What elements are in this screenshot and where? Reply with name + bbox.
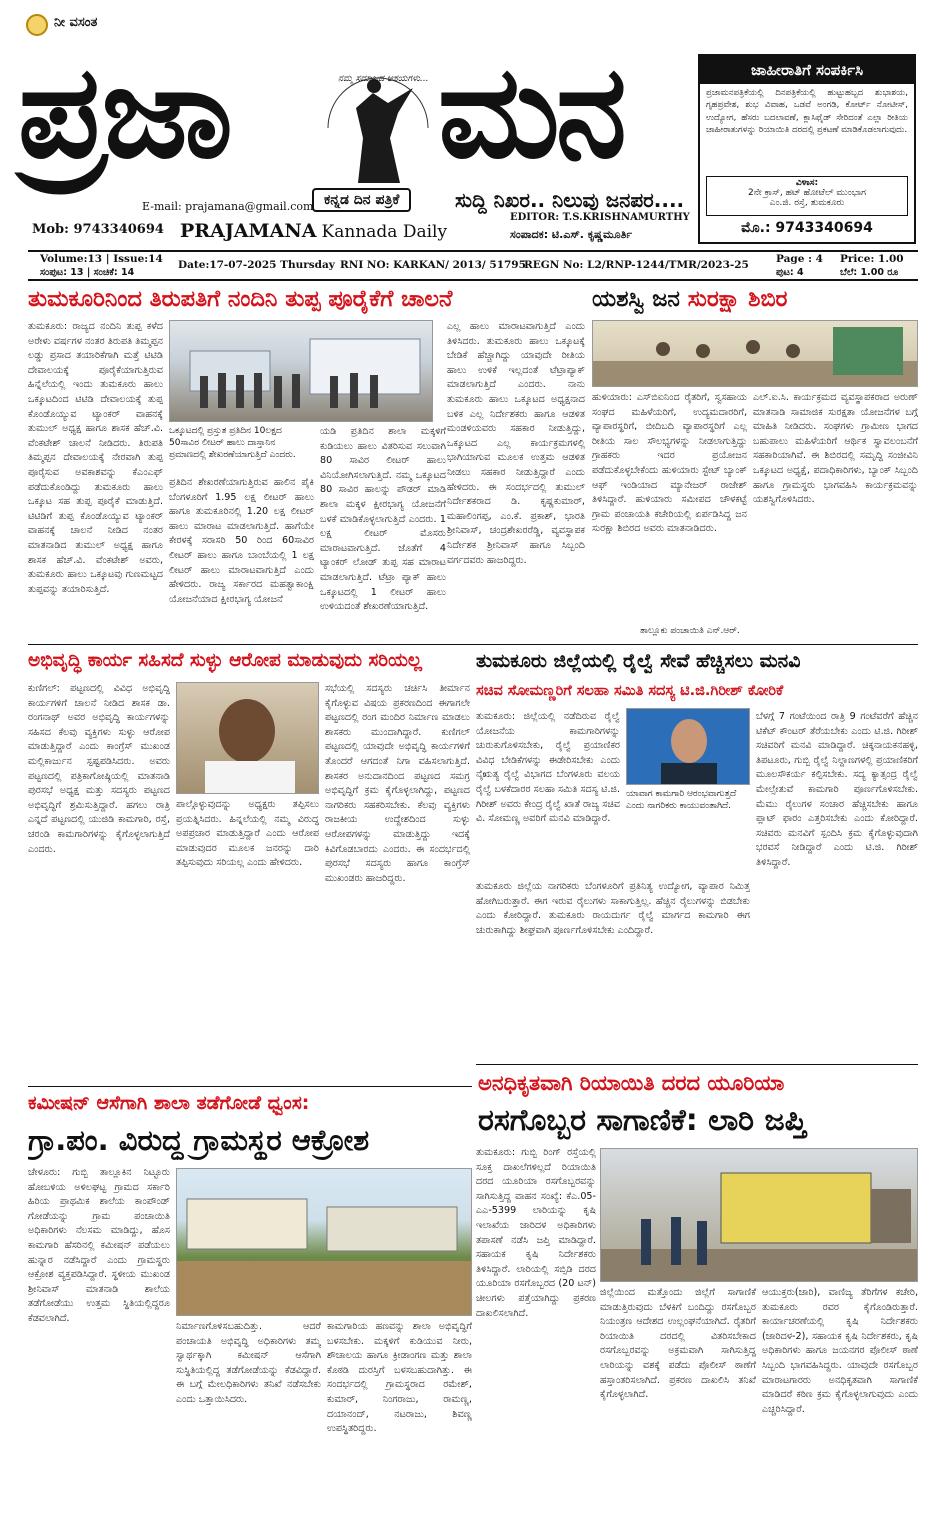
story2-photo xyxy=(592,320,918,387)
story1-col2: ಪ್ರತಿದಿನ ಶೇಖರಣೆಯಾಗುತ್ತಿರುವ ಹಾಲಿನ ಪೈಕಿ ಬೆಂಗಳೂರಿಗೆ 1.95 ಲಕ್ಷ ಲೀಟರ್ ಹಾಲು ಹಾಗೂ ತುಮಕೂರಿನಲ್ಲಿ 1.20 ಲಕ್ಷ ಲೀಟರ್ ಹಾಲು ಮಾರಾಟ ಮಾಡಲಾಗುತ್ತಿದೆ. ಹಾಗೆಯೇ ಕೇರಳಕ್ಕೆ ಸರಾಸರಿ 50 ರಿಂದ 60ಸಾವಿರ ಲೀಟರ್ ಹಾಲು ಹಾಗೂ ಬಾಂಬೆಯಲ್ಲಿ 1 ಲಕ್ಷ ಲೀಟರ್ ಹಾಲು ಮಾರಾಟವಾಗುತ್ತಿದೆ ಎಂದು ಹೇಳಿದರು. ರಾಜ್ಯ ಸರ್ಕಾರದ ಮಹತ್ವಾಕಾಂಕ್ಷಿ ಯೋಜನೆಯಾದ ಕ್ಷೀರಭಾಗ್ಯ ಯೋಜನೆ xyxy=(169,477,314,605)
school-building-photo-icon xyxy=(177,1169,472,1316)
story1-photo-caption: ಒಕ್ಕೂಟದಲ್ಲಿ ಪ್ರಸ್ತುತ ಪ್ರತಿದಿನ 10ಲಕ್ಷದ 50ಸಾವಿರ ಲೀಟರ್ ಹಾಲು ದಾಸ್ತಾನಿನ ಪ್ರಮಾಣದಲ್ಲಿ ಶೇಖರಣೆಯಾಗುತ್ತಿದೆ ಎಂದರು. xyxy=(169,426,296,460)
ad-box-address-label: ವಿಳಾಸ: xyxy=(795,178,819,188)
ad-box-address-line1: 2ನೇ ಕ್ರಾಸ್, ಹಟ್ ಹೋಟೆಲ್ ಮುಂಭಾಗ xyxy=(748,188,866,198)
masthead-email: E-mail: prajamana@gmail.com xyxy=(142,200,314,213)
story4-col2: ಬೆಳಗ್ಗೆ 7 ಗಂಟೆಯಿಂದ ರಾತ್ರಿ 9 ಗಂಟೆವರೆಗೆ ಹೆಚ್ಚಿನ ಟಿಕೆಟ್ ಕೌಂಟರ್ ತೆರೆಯಬೇಕು ಎಂದು ಟಿ.ಜಿ. ಗಿರೀಶ್ ಸಚಿವರಿಗೆ ಮನವಿ ಮಾಡಿದ್ದಾರೆ. ಚಿಕ್ಕನಾಯಕನಹಳ್ಳಿ, ತಿಪಟೂರು, ಗುಬ್ಬಿ ರೈಲ್ವೆ ನಿಲ್ದಾಣಗಳಲ್ಲಿ ಪ್ರಯಾಣಿಕರಿಗೆ ಮೂಲಸೌಕರ್ಯ ಕಲ್ಪಿಸಬೇಕು. ಸದ್ಯ ಕ್ಯಾತ್ಸಂದ್ರ ರೈಲ್ವೆ ಮೇಲ್ಸೇತುವೆ ಕಾಮಗಾರಿ ಪೂರ್ಣಗೊಳಿಸಬೇಕು. ಮೆಮು ರೈಲುಗಳ ಸಂಚಾರ ಹೆಚ್ಚಿಸಬೇಕು ಹಾಗೂ ಪ್ಲಾಟ್ ಫಾರಂ ಎತ್ತರಿಸಬೇಕು ಎಂದು ಕೋರಿದ್ದಾರೆ. ಸಚಿವರು ಮನವಿಗೆ ಸ್ಪಂದಿಸಿ ಕ್ರಮ ಕೈಗೊಳ್ಳುವುದಾಗಿ ಭರವಸೆ ನೀಡಿದ್ದಾರೆ ಎಂದು ಟಿ.ಜಿ. ಗಿರೀಶ್ ತಿಳಿಸಿದ್ದಾರೆ. xyxy=(756,711,918,868)
info-bar-bottom-rule xyxy=(28,279,918,281)
info-date: Date:17-07-2025 Thursday xyxy=(178,259,335,271)
info-page-kn: ಪುಟ: 4 xyxy=(776,267,804,278)
story1-col1: ತುಮಕೂರು: ರಾಜ್ಯದ ನಂದಿನಿ ತುಪ್ಪ ಕಳೆದ ಅರೇಳು ವರ್ಷಗಳ ನಂತರ ತಿರುಪತಿ ತಿಮ್ಮಪ್ಪನ ಲಡ್ಡು ಪ್ರಸಾದ ತಯಾರಿಕೆಗಾಗಿ ಮತ್ತೆ ಟಿಟಿಡಿ ದೇವಾಲಯಕ್ಕೆ ಪೂರೈಕೆಯಾಗುತ್ತಿರುವ ಹಿನ್ನೆಲೆಯಲ್ಲಿ ಇಂದು ತುಮಕೂರು ಹಾಲು ಒಕ್ಕೂಟದಿಂದ ಟಿಟಿಡಿ ದೇವಾಲಯಕ್ಕೆ ತುಪ್ಪ ಕೊಂಡೊಯ್ಯುವ ಟ್ಯಾಂಕರ್ ವಾಹನಕ್ಕೆ ತುಮುಲ್ ಅಧ್ಯಕ್ಷ ಹಾಗೂ ಶಾಸಕ ಹೆಚ್.ವಿ. ವೆಂಕಟೇಶ್ ಚಾಲನೆ ನೀಡಿದರು. ತಿರುಪತಿ ತಿಮ್ಮಪ್ಪನ ದೇವಾಲಯಕ್ಕೆ ನೇರವಾಗಿ ತುಪ್ಪ ಪೂರೈಸುವ ಅವಕಾಶವನ್ನು ಕೆಎಂಎಫ್ ಪಡೆದುಕೊಂಡಿದ್ದು ತುಮಕೂರು ಹಾಲು ಒಕ್ಕೂಟ ಸಹ ತುಪ್ಪ ಪೂರೈಕೆ ಮಾಡುತ್ತಿದೆ. ಟಿಟಿಡಿಗೆ ತುಪ್ಪ ಕೊಂಡೊಯ್ಯುವ ಟ್ಯಾಂಕರ್ ವಾಹನಕ್ಕೆ ಚಾಲನೆ ನೀಡಿದ ನಂತರ ಮಾತನಾಡಿದ ತುಮುಲ್ ಅಧ್ಯಕ್ಷ ಹಾಗೂ ಶಾಸಕ ಹೆಚ್.ವಿ. ವೆಂಕಟೇಶ್ ಅವರು, ತುಮಕೂರು ಹಾಲು ಒಕ್ಕೂಟವು ಗುಣಮಟ್ಟದ ತುಪ್ಪವನ್ನು ತಯಾರಿಸುತ್ತಿದೆ. xyxy=(28,321,163,595)
info-regn: REGN No: L2/RNP-1244/TMR/2023-25 xyxy=(524,259,749,271)
info-rni: RNI NO: KARKAN/ 2013/ 51795 xyxy=(340,259,526,271)
masthead-tagline: ಸುದ್ದಿ ನಿಖರ.. ನಿಲುವು ಜನಪರ.... xyxy=(455,188,685,212)
story4-headline1: ತುಮಕೂರು ಜಿಲ್ಲೆಯಲ್ಲಿ ರೈಲ್ವೆ ಸೇವೆ ಹೆಚ್ಚಿಸಲು ಮನವಿ xyxy=(476,650,801,672)
masthead-english-name-main: PRAJAMANA xyxy=(180,220,317,242)
story6-headline2: ರಸಗೊಬ್ಬರ ಸಾಗಾಣಿಕೆ: ಲಾರಿ ಜಪ್ತಿ xyxy=(478,1103,807,1138)
info-page-en: Page : 4 xyxy=(776,253,823,265)
story5-photo xyxy=(176,1168,472,1316)
ad-box-body: ಪ್ರಜಾಮನಪತ್ರಿಕೆಯಲ್ಲಿ ದಿನಪತ್ರಿಕೆಯಲ್ಲಿ ಹುಟ್ಟುಹಬ್ಬದ ಶುಭಾಶಯ, ಗೃಹಪ್ರವೇಶ, ಶುಭ ವಿವಾಹ, ಒಡವೆ ಅಂಗಡಿ, ಕೋರ್ಟ್ ನೋಟೀಸ್, ಉದ್ಯೋಗ, ಹೆಸರು ಬದಲಾವಣೆ, ಕ್ಲಾಸಿಫೈಡ್ ಸೇರಿದಂತೆ ಎಲ್ಲಾ ರೀತಿಯ ಜಾಹೀರಾತುಗಳನ್ನು ರಿಯಾಯಿತಿ ದರದಲ್ಲಿ ಪ್ರಕಟಣೆ ಮಾಡಿಕೊಡಲಾಗುವುದು. xyxy=(706,88,908,136)
story6-col1: ತುಮಕೂರು: ಗುಬ್ಬಿ ರಿಂಗ್ ರಸ್ತೆಯಲ್ಲಿ ಸೂಕ್ತ ದಾಖಲೆಗಳಿಲ್ಲದೆ ರಿಯಾಯಿತಿ ದರದ ಯೂರಿಯಾ ರಸಗೊಬ್ಬರವನ್ನು ಸಾಗಿಸುತ್ತಿದ್ದ ವಾಹನ ಸಂಖ್ಯೆ: ಕೆಎ.05-ಎಎ-5399 ಲಾರಿಯನ್ನು ಕೃಷಿ ಇಲಾಖೆಯ ಜಾರಿದಳ ಅಧಿಕಾರಿಗಳು ತಪಾಸಣೆ ನಡೆಸಿ ಜಪ್ತಿ ಮಾಡಿದ್ದಾರೆ. ಸಹಾಯಕ ಕೃಷಿ ನಿರ್ದೇಶಕರು ತಿಳಿಸಿದ್ದಾರೆ. ಲಾರಿಯಲ್ಲಿ ಸಬ್ಸಿಡಿ ದರದ ಯೂರಿಯಾ ರಸಗೊಬ್ಬರದ (20 ಟನ್) ಚೀಲಗಳು ಪತ್ತೆಯಾಗಿದ್ದು ಪ್ರಕರಣ ದಾಖಲಿಸಲಾಗಿದೆ. xyxy=(476,1147,596,1319)
info-price-kn: ಬೆಲೆ: 1.00 ರೂ xyxy=(840,267,899,278)
ad-box-address xyxy=(706,176,908,216)
separator-row2-right xyxy=(476,1064,918,1065)
ad-box-phone: ಮೊ.: 9743340694 xyxy=(741,220,873,236)
masthead-title xyxy=(18,28,688,198)
masthead-title-part1: ಪ್ರಜಾ xyxy=(18,38,229,187)
anniversary-label: ನೀ ವಸಂತ xyxy=(54,15,98,30)
camp-photo-icon xyxy=(593,321,918,387)
story5-col2: ನಿರ್ಮಾಣಗೊಳಿಸಬಹುದಿತ್ತು. ಆದರೆ ಪಂಚಾಯತಿ ಅಭಿವೃದ್ಧಿ ಅಧಿಕಾರಿಗಳು ತಮ್ಮ ಸ್ವಾರ್ಥಕ್ಕಾಗಿ ಕಮೀಷನ್ ಆಸೆಗಾಗಿ ಸುಸ್ಥಿತಿಯಲ್ಲಿದ್ದ ತಡೆಗೋಡೆಯನ್ನು ಕೆಡವಿದ್ದಾರೆ. ಈ ಬಗ್ಗೆ ಮೇಲಧಿಕಾರಿಗಳು ತನಿಖೆ ನಡೆಸಬೇಕು ಎಂದು ಒತ್ತಾಯಿಸಿದರು. xyxy=(176,1321,321,1405)
info-price-en: Price: 1.00 xyxy=(840,253,904,265)
story5-headline1: ಕಮೀಷನ್ ಆಸೆಗಾಗಿ ಶಾಲಾ ತಡೆಗೋಡೆ ಧ್ವಂಸ: xyxy=(28,1092,310,1114)
story6-col3: ಆಯುಕ್ತರು(ಜಾರಿ), ವಾಣಿಜ್ಯ ತೆರಿಗೆಗಳ ಕಚೇರಿ, ತುಮಕೂರು ರವರ ಕೈಗೊಂಡಿರುತ್ತಾರೆ. ಕಾರ್ಯಾಚರಣೆಯಲ್ಲಿ ಕೃಷಿ ನಿರ್ದೇಶಕರು (ಜಾರಿದಳ-2), ಸಹಾಯಕ ಕೃಷಿ ನಿರ್ದೇಶಕರು, ಕೃಷಿ ಅಧಿಕಾರಿಗಳು ಹಾಗೂ ಜಯನಗರ ಪೊಲೀಸ್ ಠಾಣೆ ಸಿಬ್ಬಂದಿ ಭಾಗವಹಿಸಿದ್ದರು. ಯಾವುದೇ ರಸಗೊಬ್ಬರ ಮಾರಾಟಗಾರರು ಅನಧಿಕೃತವಾಗಿ ಸಾಗಾಣಿಕೆ ಮಾಡಿದರೆ ಕಠಿಣ ಕ್ರಮ ಕೈಗೊಳ್ಳಲಾಗುವುದು ಎಂದು ಎಚ್ಚರಿಸಿದ್ದಾರೆ. xyxy=(762,1287,918,1415)
masthead-editor-kn: ಸಂಪಾದಕ: ಟಿ.ಎಸ್. ಕೃಷ್ಣಮೂರ್ತಿ xyxy=(510,228,633,241)
masthead-title-part2: ಮನ xyxy=(438,38,623,187)
seized-lorry-photo-icon xyxy=(601,1149,918,1282)
info-volume-en: Volume:13 | Issue:14 xyxy=(40,253,163,265)
story1-col3: ಯಡಿ ಪ್ರತಿದಿನ ಶಾಲಾ ಮಕ್ಕಳಿಗೆ ಕುಡಿಯಲು ಹಾಲು ವಿತರಿಸುವ ಸಲುವಾಗಿ 80 ಸಾವಿರ ಲೀಟರ್ ಹಾಲು ವಿನಿಯೋಗಿಸಲಾಗುತ್ತಿದೆ. ನಮ್ಮ ಒಕ್ಕೂಟದ 80 ಸಾವಿರ ಹಾಲನ್ನು ಪೌಡರ್ ಮಾಡಿ ಶಾಲಾ ಮಕ್ಕಳ ಕ್ಷೀರಭಾಗ್ಯ ಯೋಜನೆಗೆ ಬಳಕೆ ಮಾಡಿಕೊಳ್ಳಲಾಗುತ್ತಿದೆ ಎಂದರು. 1 ಲಕ್ಷ ಲೀಟರ್ ಮೊಸರು ಮಾರಾಟವಾಗುತ್ತಿದೆ. ಜೊತೆಗೆ 4 ಟ್ಯಾಂಕರ್ ಲೋಡ್ ತುಪ್ಪ ಸಹ ಮಾರಾಟ ಮಾಡಲಾಗುತ್ತಿದೆ. ಟೆಟ್ರಾ ಪ್ಯಾಕ್ ಹಾಲು ಒಕ್ಕೂಟದಲ್ಲಿ 1 ಲೀಟರ್ ಹಾಲು ಉಳಿಯದಂತೆ ಶೇಖರಣೆಯಾಗುತ್ತಿದೆ. xyxy=(320,426,446,613)
story4-col1: ತುಮಕೂರು: ಜಿಲ್ಲೆಯಲ್ಲಿ ನಡೆದಿರುವ ರೈಲ್ವೆ ಯೋಜನೆಯ ಕಾಮಗಾರಿಗಳನ್ನು ಚುರುಕುಗೊಳಿಸಬೇಕು, ರೈಲ್ವೆ ಪ್ರಯಾಣಿಕರ ವಿವಿಧ ಬೇಡಿಕೆಗಳನ್ನು ಈಡೇರಿಸಬೇಕು ಎಂದು ನೈಋತ್ಯ ರೈಲ್ವೆ ವಿಭಾಗದ ಬೆಂಗಳೂರು ವಲಯ ರೈಲ್ವೆ ಬಳಕೆದಾರರ ಸಲಹಾ ಸಮಿತಿ ಸದಸ್ಯ ಟಿ.ಜಿ. ಗಿರೀಶ್ ಅವರು ಕೇಂದ್ರ ರೈಲ್ವೆ ಖಾತೆ ರಾಜ್ಯ ಸಚಿವ ವಿ. ಸೋಮಣ್ಣ ಅವರಿಗೆ ಮನವಿ ಮಾಡಿದ್ದಾರೆ. xyxy=(476,711,620,825)
ad-box-title: ಜಾಹೀರಾತಿಗೆ ಸಂಪರ್ಕಿಸಿ xyxy=(700,56,914,84)
story2-headline xyxy=(592,284,918,314)
story5-col3: ಕಾಮಗಾರಿಯ ಹಣವನ್ನು ಶಾಲಾ ಅಭಿವೃದ್ಧಿಗೆ ಬಳಸಬೇಕು. ಮಕ್ಕಳಿಗೆ ಕುಡಿಯುವ ನೀರು, ಶೌಚಾಲಯ ಹಾಗೂ ಕ್ರೀಡಾಂಗಣ ಮತ್ತು ಶಾಲಾ ಕೊಠಡಿ ದುರಸ್ತಿಗೆ ಬಳಸಬಹುದಾಗಿತ್ತು. ಈ ಸಂದರ್ಭದಲ್ಲಿ ಗ್ರಾಮಸ್ಥರಾದ ರಮೇಶ್, ಕುಮಾರ್, ನಿಂಗರಾಜು, ರಾಮಣ್ಣ, ದಯಾನಂದ್, ನಟರಾಜು, ಶಿವಣ್ಣ ಉಪಸ್ಥಿತರಿದ್ದರು. xyxy=(327,1321,472,1435)
story2-col1: ಹುಳಿಯಾರು: ಎಸ್‌ಬಿಐನಿಂದ ರೈತರಿಗೆ, ಸ್ವಸಹಾಯ ಸಂಘದ ಮಹಿಳೆಯರಿಗೆ, ಉದ್ಯಮದಾರರಿಗೆ, ವ್ಯಾಪಾರಸ್ಥರಿಗೆ, ಬೀದಿಬದಿ ವ್ಯಾಪಾರಸ್ಥರಿಗೆ ಎಲ್ಲ ರೀತಿಯ ಸಾಲ ಸೌಲಭ್ಯಗಳನ್ನು ನೀಡಲಾಗುತ್ತಿದ್ದು ಗ್ರಾಹಕರು ಇದರ ಪ್ರಯೋಜನ ಪಡೆದುಕೊಳ್ಳಬೇಕೆಂದು ಹುಳಿಯಾರು ಸ್ಟೇಟ್ ಬ್ಯಾಂಕ್ ಆಫ್ ಇಂಡಿಯಾದ ಮ್ಯಾನೇಜರ್ ರಾಜೇಶ್ ತಿಳಿಸಿದ್ದಾರೆ. ಹುಳಿಯಾರು ಸಮೀಪದ ಚೌಳಕಟ್ಟೆ ಗ್ರಾಮ ಪಂಚಾಯತಿ ಕಚೇರಿಯಲ್ಲಿ ಏರ್ಪಡಿಸಿದ್ದ ಜನ ಸುರಕ್ಷಾ ಶಿಬಿರದ ಅವರು ಮಾತನಾಡಿದರು. xyxy=(592,392,747,535)
masthead-badge: ಕನ್ನಡ ದಿನ ಪತ್ರಿಕೆ xyxy=(312,188,411,212)
speaker-portrait-icon xyxy=(177,683,319,794)
story6-photo xyxy=(600,1148,918,1282)
story2-col2: ಎಲ್.ಐ.ಸಿ. ಕಾರ್ಯಕ್ರಮದ ವ್ಯವಸ್ಥಾಪಕರಾದ ಅರುಣ್ ಮಾತನಾಡಿ ಸಾಮಾಜಿಕ ಸುರಕ್ಷತಾ ಯೋಜನೆಗಳ ಬಗ್ಗೆ ಮಾಹಿತಿ ನೀಡಿದರು. ಸಂಘಗಳು ಗ್ರಾಮೀಣ ಭಾಗದ ಬಹುಪಾಲು ಮಹಿಳೆಯರಿಗೆ ಆರ್ಥಿಕ ಸ್ವಾವಲಂಬನೆಗೆ ಸಹಕಾರಿಯಾಗಿವೆ. ಈ ಶಿಬಿರದಲ್ಲಿ ಸಮೃದ್ಧಿ ಸಂಜೀವಿನಿ ಒಕ್ಕೂಟದ ಅಧ್ಯಕ್ಷೆ, ಪದಾಧಿಕಾರಿಗಳು, ಬ್ಯಾಂಕ್ ಸಿಬ್ಬಂದಿ ಹಾಗೂ ಗ್ರಾಮಸ್ಥರು ಭಾಗವಹಿಸಿ ಕಾರ್ಯಕ್ರಮವನ್ನು ಯಶಸ್ವಿಗೊಳಿಸಿದರು. xyxy=(753,392,918,506)
story3-col1: ಕುಣಿಗಲ್: ಪಟ್ಟಣದಲ್ಲಿ ವಿವಿಧ ಅಭಿವೃದ್ಧಿ ಕಾರ್ಯಗಳಿಗೆ ಚಾಲನೆ ನೀಡಿದ ಶಾಸಕ ಡಾ. ರಂಗನಾಥ್ ಅವರ ಅಭಿವೃದ್ಧಿ ಕಾರ್ಯಗಳನ್ನು ಸಹಿಸದ ಕೆಲವು ವ್ಯಕ್ತಿಗಳು ಸುಳ್ಳು ಆರೋಪ ಮಾಡುತ್ತಿದ್ದಾರೆ ಎಂದು ಕಾಂಗ್ರೆಸ್ ಮುಖಂಡ ಮಲ್ಲಿಕಾರ್ಜುನ ಸ್ಪಷ್ಟಪಡಿಸಿದರು. ಅವರು ಪಟ್ಟಣದಲ್ಲಿ ಪತ್ರಿಕಾಗೋಷ್ಠಿಯಲ್ಲಿ ಮಾತನಾಡಿ ಪುರಸಭೆ ಅಧ್ಯಕ್ಷ ಮತ್ತು ಸದಸ್ಯರು ಪಟ್ಟಣದ ಅಭಿವೃದ್ಧಿಗೆ ಶ್ರಮಿಸುತ್ತಿದ್ದಾರೆ. ಹಗಲು ರಾತ್ರಿ ಎನ್ನದೆ ಪಟ್ಟಣದಲ್ಲಿ ಯುಜಿಡಿ ಕಾಮಗಾರಿ, ರಸ್ತೆ, ಚರಂಡಿ ಕಾಮಗಾರಿಗಳನ್ನು ಕೈಗೊಳ್ಳಲಾಗುತ್ತಿದೆ ಎಂದರು. xyxy=(28,683,170,855)
masthead-editor-en: EDITOR: T.S.KRISHNAMURTHY xyxy=(510,212,690,223)
info-page xyxy=(776,253,823,279)
story3-photo-caption: ಪಾಲ್ಗೊಳ್ಳುವುದನ್ನು ಅಧ್ಯಕ್ಷರು ತಪ್ಪಿಸಲು ಪ್ರಯತ್ನಿಸಿದರು. ಹಿನ್ನಲೆಯಲ್ಲಿ ನಮ್ಮ ವಿರುದ್ಧ ಅಪಪ್ರಚಾರ ಮಾಡುತ್ತಿದ್ದಾರೆ ಎಂದು ಆರೋಪ ಮಾಡುವುದರ ಮೂಲಕ ಜನರನ್ನು ದಾರಿ ತಪ್ಪಿಸುವುದು ಸರಿಯಲ್ಲ ಎಂದು ಹೇಳಿದರು. xyxy=(176,799,319,869)
info-volume-kn: ಸಂಪುಟ: 13 | ಸಂಚಿಕೆ: 14 xyxy=(40,267,135,278)
story2-headline-b: ಸುರಕ್ಷಾ ಶಿಬಿರ xyxy=(687,286,788,312)
story6-col2: ಜಿಲ್ಲೆಯಿಂದ ಮತ್ತೊಂದು ಜಿಲ್ಲೆಗೆ ಸಾಗಾಣಿಕೆ ಮಾಡುತ್ತಿರುವುದು ಬೆಳಕಿಗೆ ಬಂದಿದ್ದು ರಸಗೊಬ್ಬರ ನಿಯಂತ್ರಣ ಆದೇಶದ ಉಲ್ಲಂಘನೆಯಾಗಿದೆ. ರೈತರಿಗೆ ರಿಯಾಯಿತಿ ದರದಲ್ಲಿ ವಿತರಿಸಬೇಕಾದ ರಸಗೊಬ್ಬರವನ್ನು ಅಕ್ರಮವಾಗಿ ಸಾಗಿಸುತ್ತಿದ್ದ ಲಾರಿಯನ್ನು ವಶಕ್ಕೆ ಪಡೆದು ಪೊಲೀಸ್ ಠಾಣೆಗೆ ಹಸ್ತಾಂತರಿಸಲಾಗಿದೆ. ಪ್ರಕರಣ ದಾಖಲಿಸಿ ತನಿಖೆ ಕೈಗೊಳ್ಳಲಾಗಿದೆ. xyxy=(600,1287,756,1401)
emblem-sculpture-icon xyxy=(318,68,438,188)
story3-col2: ಸಭೆಯಲ್ಲಿ ಸದಸ್ಯರು ಚರ್ಚಿಸಿ ತೀರ್ಮಾನ ಕೈಗೊಳ್ಳುವ ವಿಷಯ ಪ್ರಕರಣದಿಂದ ಈಗಾಗಲೇ ಪಟ್ಟಣದಲ್ಲಿ ರಂಗ ಮಂದಿರ ನಿರ್ಮಾಣ ಮಾಡಲು ಶಾಸಕರು ಮುಂದಾಗಿದ್ದಾರೆ. ಕುಣಿಗಲ್ ಪಟ್ಟಣದಲ್ಲಿ ಯಾವುದೇ ಅಭಿವೃದ್ಧಿ ಕಾರ್ಯಗಳಿಗೆ ತೊಂದರೆ ಆಗದಂತೆ ನಿಗಾ ವಹಿಸಲಾಗುತ್ತಿದೆ. ಶಾಸಕರ ಅನುದಾನದಿಂದ ಪಟ್ಟಣದ ಸಮಗ್ರ ಅಭಿವೃದ್ಧಿಗೆ ಕ್ರಮ ಕೈಗೊಳ್ಳಲಾಗಿದ್ದು, ಪಟ್ಟಣದ ನಾಗರಿಕರು ಸಹಕರಿಸಬೇಕು. ಕೆಲವು ವ್ಯಕ್ತಿಗಳು ರಾಜಕೀಯ ಉದ್ದೇಶದಿಂದ ಸುಳ್ಳು ಆರೋಪಗಳನ್ನು ಮಾಡುತ್ತಿದ್ದು ಇದಕ್ಕೆ ಕಿವಿಗೊಡಬಾರದು ಎಂದರು. ಈ ಸಂದರ್ಭದಲ್ಲಿ ಪುರಸಭೆ ಸದಸ್ಯರು ಹಾಗೂ ಕಾಂಗ್ರೆಸ್ ಮುಖಂಡರು ಹಾಜರಿದ್ದರು. xyxy=(325,683,470,884)
giriesh-portrait-icon xyxy=(627,709,750,785)
ad-box xyxy=(698,54,916,244)
masthead-english-name xyxy=(180,220,447,242)
story4-col1b: ತುಮಕೂರು ಜಿಲ್ಲೆಯ ನಾಗರಿಕರು ಬೆಂಗಳೂರಿಗೆ ಪ್ರತಿನಿತ್ಯ ಉದ್ಯೋಗ, ವ್ಯಾಪಾರ ನಿಮಿತ್ತ ಹೋಗಿಬರುತ್ತಾರೆ. ಈಗ ಇರುವ ರೈಲುಗಳು ಸಾಕಾಗುತ್ತಿಲ್ಲ. ಹೆಚ್ಚಿನ ರೈಲುಗಳನ್ನು ಬಿಡಬೇಕು ಎಂದು ಕೋರಿದ್ದಾರೆ. ತುಮಕೂರು ರಾಯದುರ್ಗ ರೈಲ್ವೆ ಮಾರ್ಗದ ಕಾಮಗಾರಿ ಈಗ ಚುರುಕಾಗಿದ್ದು ಶೀಘ್ರವಾಗಿ ಪೂರ್ಣಗೊಳಿಸಬೇಕು ಎಂದಿದ್ದಾರೆ. xyxy=(476,881,750,936)
story6-headline1: ಅನಧಿಕೃತವಾಗಿ ರಿಯಾಯಿತಿ ದರದ ಯೂರಿಯಾ xyxy=(478,1071,785,1095)
story1-photo xyxy=(169,320,433,422)
info-bar-top-rule xyxy=(28,250,918,252)
story4-headline2: ಸಚಿವ ಸೋಮಣ್ಣರಿಗೆ ಸಲಹಾ ಸಮಿತಿ ಸದಸ್ಯ ಟಿ.ಜಿ.ಗಿರೀಶ್ ಕೋರಿಕೆ xyxy=(476,683,784,699)
story1-col4: ಎಲ್ಲ ಹಾಲು ಮಾರಾಟವಾಗುತ್ತಿದೆ ಎಂದು ತಿಳಿಸಿದರು. ತುಮಕೂರು ಹಾಲು ಒಕ್ಕೂಟಕ್ಕೆ ಬೇಡಿಕೆ ಹೆಚ್ಚಾಗಿದ್ದು ಯಾವುದೇ ರೀತಿಯ ಹಾಲು ಉಳಿಕೆ ಇಲ್ಲದಂತೆ ಟೆಟ್ರಾಪ್ಯಾಕ್ ಮಾಡಲಾಗುತ್ತಿದೆ ಎಂದರು. ನಾನು ತುಮಕೂರು ಹಾಲು ಒಕ್ಕೂಟದ ಅಧ್ಯಕ್ಷನಾದ ಬಳಿಕ ಎಲ್ಲ ನಿರ್ದೇಶಕರು ಹಾಗೂ ಆಡಳಿತ ಮಂಡಳಿಯವರು ಸಹಕಾರ ನೀಡುತ್ತಿದ್ದು, ಒಕ್ಕೂಟದ ಎಲ್ಲ ಕಾರ್ಯಕ್ರಮಗಳಲ್ಲಿ ಭಾಗಿಯಾಗುವ ಮೂಲಕ ಉತ್ತಮ ಆಡಳಿತ ನೀಡಲು ಸಹಕಾರ ನೀಡುತ್ತಿದ್ದಾರೆ ಎಂದು ಹೇಳಿದರು. ಈ ಸಂದರ್ಭದಲ್ಲಿ ತುಮುಲ್ ನಿರ್ದೇಶಕರಾದ ಡಿ. ಕೃಷ್ಣಕುಮಾರ್, ಮಹಾಲಿಂಗಪ್ಪ, ಎಂ.ಕೆ. ಪ್ರಕಾಶ್, ಭಾರತಿ ಶ್ರೀನಿವಾಸ್, ಚಂದ್ರಶೇಖರರೆಡ್ಡಿ, ವ್ಯವಸ್ಥಾಪಕ ನಿರ್ದೇಶಕ ಶ್ರೀನಿವಾಸ್ ಹಾಗೂ ಸಿಬ್ಬಂದಿ ವರ್ಗದವರು ಹಾಜರಿದ್ದರು. xyxy=(447,321,585,566)
separator-row2-left xyxy=(28,1086,472,1087)
story2-headline-a: ಯಶಸ್ವಿ ಜನ xyxy=(592,286,680,312)
ad-box-address-line2: ಎಂ.ಜಿ. ರಸ್ತೆ, ತುಮಕೂರು xyxy=(769,198,845,208)
story5-col1: ಚೇಳೂರು: ಗುಬ್ಬಿ ತಾಲ್ಲೂಕಿನ ನಿಟ್ಟೂರು ಹೋಬಳಿಯ ಅಳಿಲಘಟ್ಟ ಗ್ರಾಮದ ಸರ್ಕಾರಿ ಹಿರಿಯ ಪ್ರಾಥಮಿಕ ಶಾಲೆಯ ಕಾಂಪೌಂಡ್ ಗೋಡೆಯನ್ನು ಗ್ರಾಮ ಪಂಚಾಯಿತಿ ಅಧಿಕಾರಿಗಳು ನೆಲಸಮ ಮಾಡಿದ್ದು, ಹೊಸ ಕಾಮಗಾರಿ ಹೆಸರಿನಲ್ಲಿ ಕಮೀಷನ್ ಪಡೆಯಲು ಹುನ್ನಾರ ನಡೆಸಿದ್ದಾರೆ ಎಂದು ಗ್ರಾಮಸ್ಥರು ಆಕ್ರೋಶ ವ್ಯಕ್ತಪಡಿಸಿದ್ದಾರೆ. ಸ್ಥಳೀಯ ಮುಖಂಡ ಶ್ರೀನಿವಾಸ್ ಮಾತನಾಡಿ ಶಾಲೆಯ ತಡೆಗೋಡೆಯು ಉತ್ತಮ ಸ್ಥಿತಿಯಲ್ಲಿದ್ದರೂ ಕೆಡವಲಾಗಿದೆ. xyxy=(28,1167,170,1324)
story5-headline2: ಗ್ರಾ.ಪಂ. ವಿರುದ್ಧ ಗ್ರಾಮಸ್ಥರ ಆಕ್ರೋಶ xyxy=(28,1123,370,1157)
story3-headline: ಅಭಿವೃದ್ಧಿ ಕಾರ್ಯ ಸಹಿಸದೆ ಸುಳ್ಳು ಆರೋಪ ಮಾಡುವುದು ಸರಿಯಲ್ಲ xyxy=(28,650,423,671)
separator-row1 xyxy=(28,644,918,645)
masthead-english-name-sub: Kannada Daily xyxy=(321,222,448,242)
story1-headline: ತುಮಕೂರಿನಿಂದ ತಿರುಪತಿಗೆ ನಂದಿನಿ ತುಪ್ಪ ಪೂರೈಕೆಗೆ ಚಾಲನೆ xyxy=(28,286,453,312)
info-price xyxy=(840,253,904,279)
info-volume xyxy=(40,253,163,279)
masthead-mobile: Mob: 9743340694 xyxy=(32,222,164,237)
story4-photo-caption: ಯಾವಾಗ ಕಾಮಗಾರಿ ಆರಂಭವಾಗುತ್ತದೆ ಎಂದು ನಾಗರಿಕರು ಕಾಯುವಂತಾಗಿದೆ. xyxy=(626,789,737,811)
story4-photo xyxy=(626,708,750,785)
tanker-flagoff-photo-icon xyxy=(170,321,433,422)
info-bar xyxy=(28,253,918,279)
story3-photo xyxy=(176,682,319,794)
emblem-arc-text: ನಮ್ಮ ಸಮಾಜದ ಆಶಯಗಳು... xyxy=(338,74,429,84)
story2-caption: ತಾಲ್ಲೂಕು ಪಂಚಾಯಿತಿ ಎನ್.ಆರ್. xyxy=(640,626,740,636)
